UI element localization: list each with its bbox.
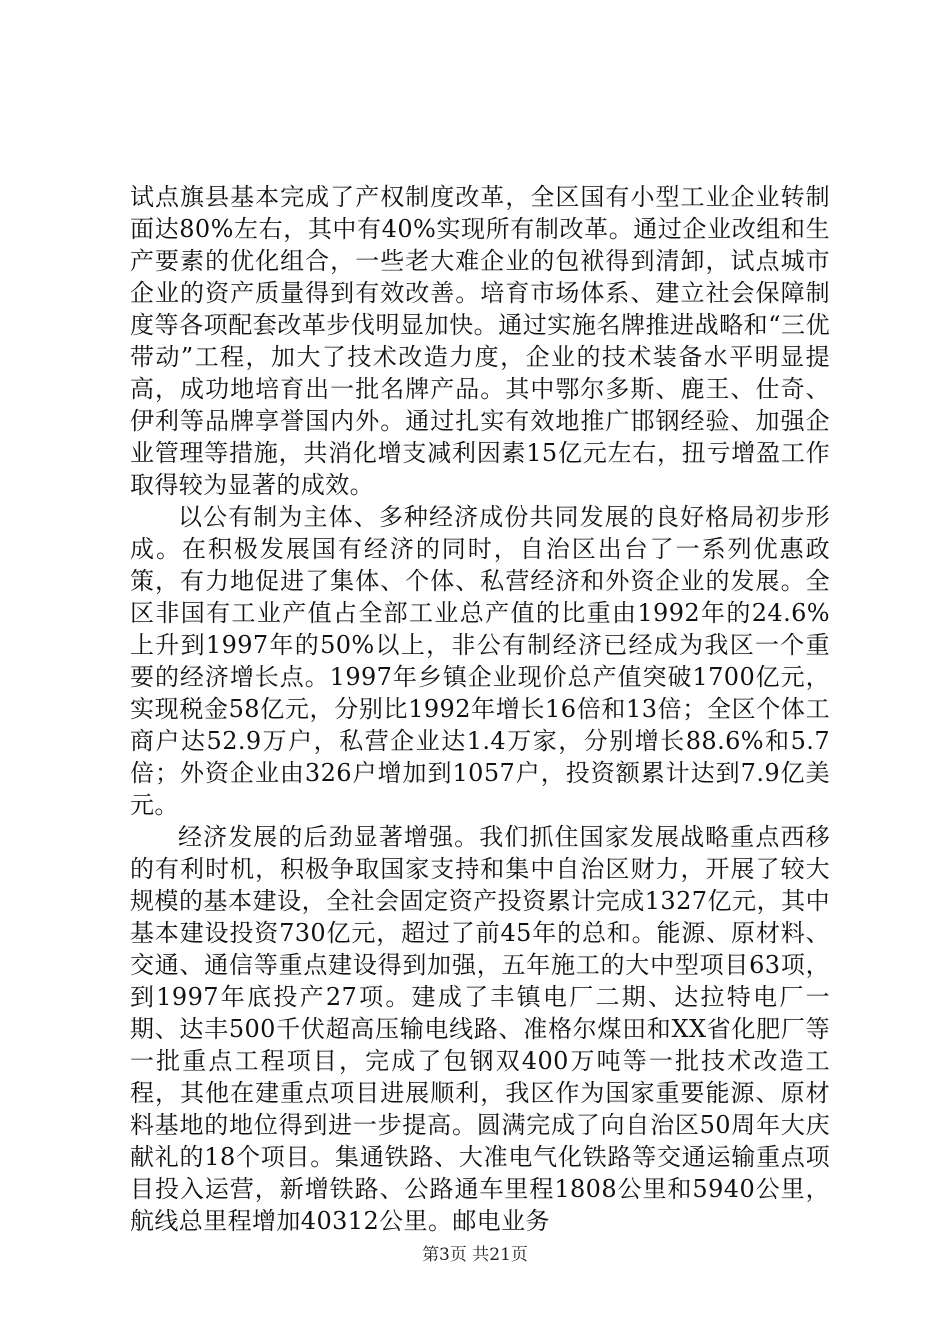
- document-body: [130, 181, 830, 1237]
- page-number-footer: 第3页 共21页: [422, 1245, 528, 1265]
- paragraph-1: 试点旗县基本完成了产权制度改革，全区国有小型工业企业转制面达80%左右，其中有40%实现所有制改革。通过企业改组和生产要素的优化组合，一些老大难企业的包袱得到清卸，试点城市企业的资产质量得到有效改善。培育市场体系、建立社会保障制度等各项配套改革步伐明显加快。通过实施名牌推进战略和“三优带动”工程，加大了技术改造力度，企业的技术装备水平明显提高，成功地培育出一批名牌产品。其中鄂尔多斯、鹿王、仕奇、伊利等品牌享誉国内外。通过扎实有效地推广邯钢经验、加强企业管理等措施，共消化增支减利因素15亿元左右，扭亏增盈工作取得较为显著的成效。: [130, 183, 830, 499]
- paragraph-2: 以公有制为主体、多种经济成份共同发展的良好格局初步形成。在积极发展国有经济的同时，自治区出台了一系列优惠政策，有力地促进了集体、个体、私营经济和外资企业的发展。全区非国有工业产值占全部工业总产值的比重由1992年的24.6%上升到1997年的50%以上，非公有制经济已经成为我区一个重要的经济增长点。1997年乡镇企业现价总产值突破1700亿元，实现税金58亿元，分别比1992年增长16倍和13倍；全区个体工商户达52.9万户，私营企业达1.4万家，分别增长88.6%和5.7倍；外资企业由326户增加到1057户，投资额累计达到7.9亿美元。: [130, 503, 830, 819]
- paragraph-3: 经济发展的后劲显著增强。我们抓住国家发展战略重点西移的有利时机，积极争取国家支持和集中自治区财力，开展了较大规模的基本建设，全社会固定资产投资累计完成1327亿元，其中基本建设投资730亿元，超过了前45年的总和。能源、原材料、交通、通信等重点建设得到加强，五年施工的大中型项目63项，到1997年底投产27项。建成了丰镇电厂二期、达拉特电厂一期、达丰500千伏超高压输电线路、准格尔煤田和XX省化肥厂等一批重点工程项目，完成了包钢双400万吨等一批技术改造工程，其他在建重点项目进展顺利，我区作为国家重要能源、原材料基地的地位得到进一步提高。圆满完成了向自治区50周年大庆献礼的18个项目。集通铁路、大准电气化铁路等交通运输重点项目投入运营，新增铁路、公路通车里程1808公里和5940公里，航线总里程增加40312公里。邮电业务: [130, 823, 830, 1235]
